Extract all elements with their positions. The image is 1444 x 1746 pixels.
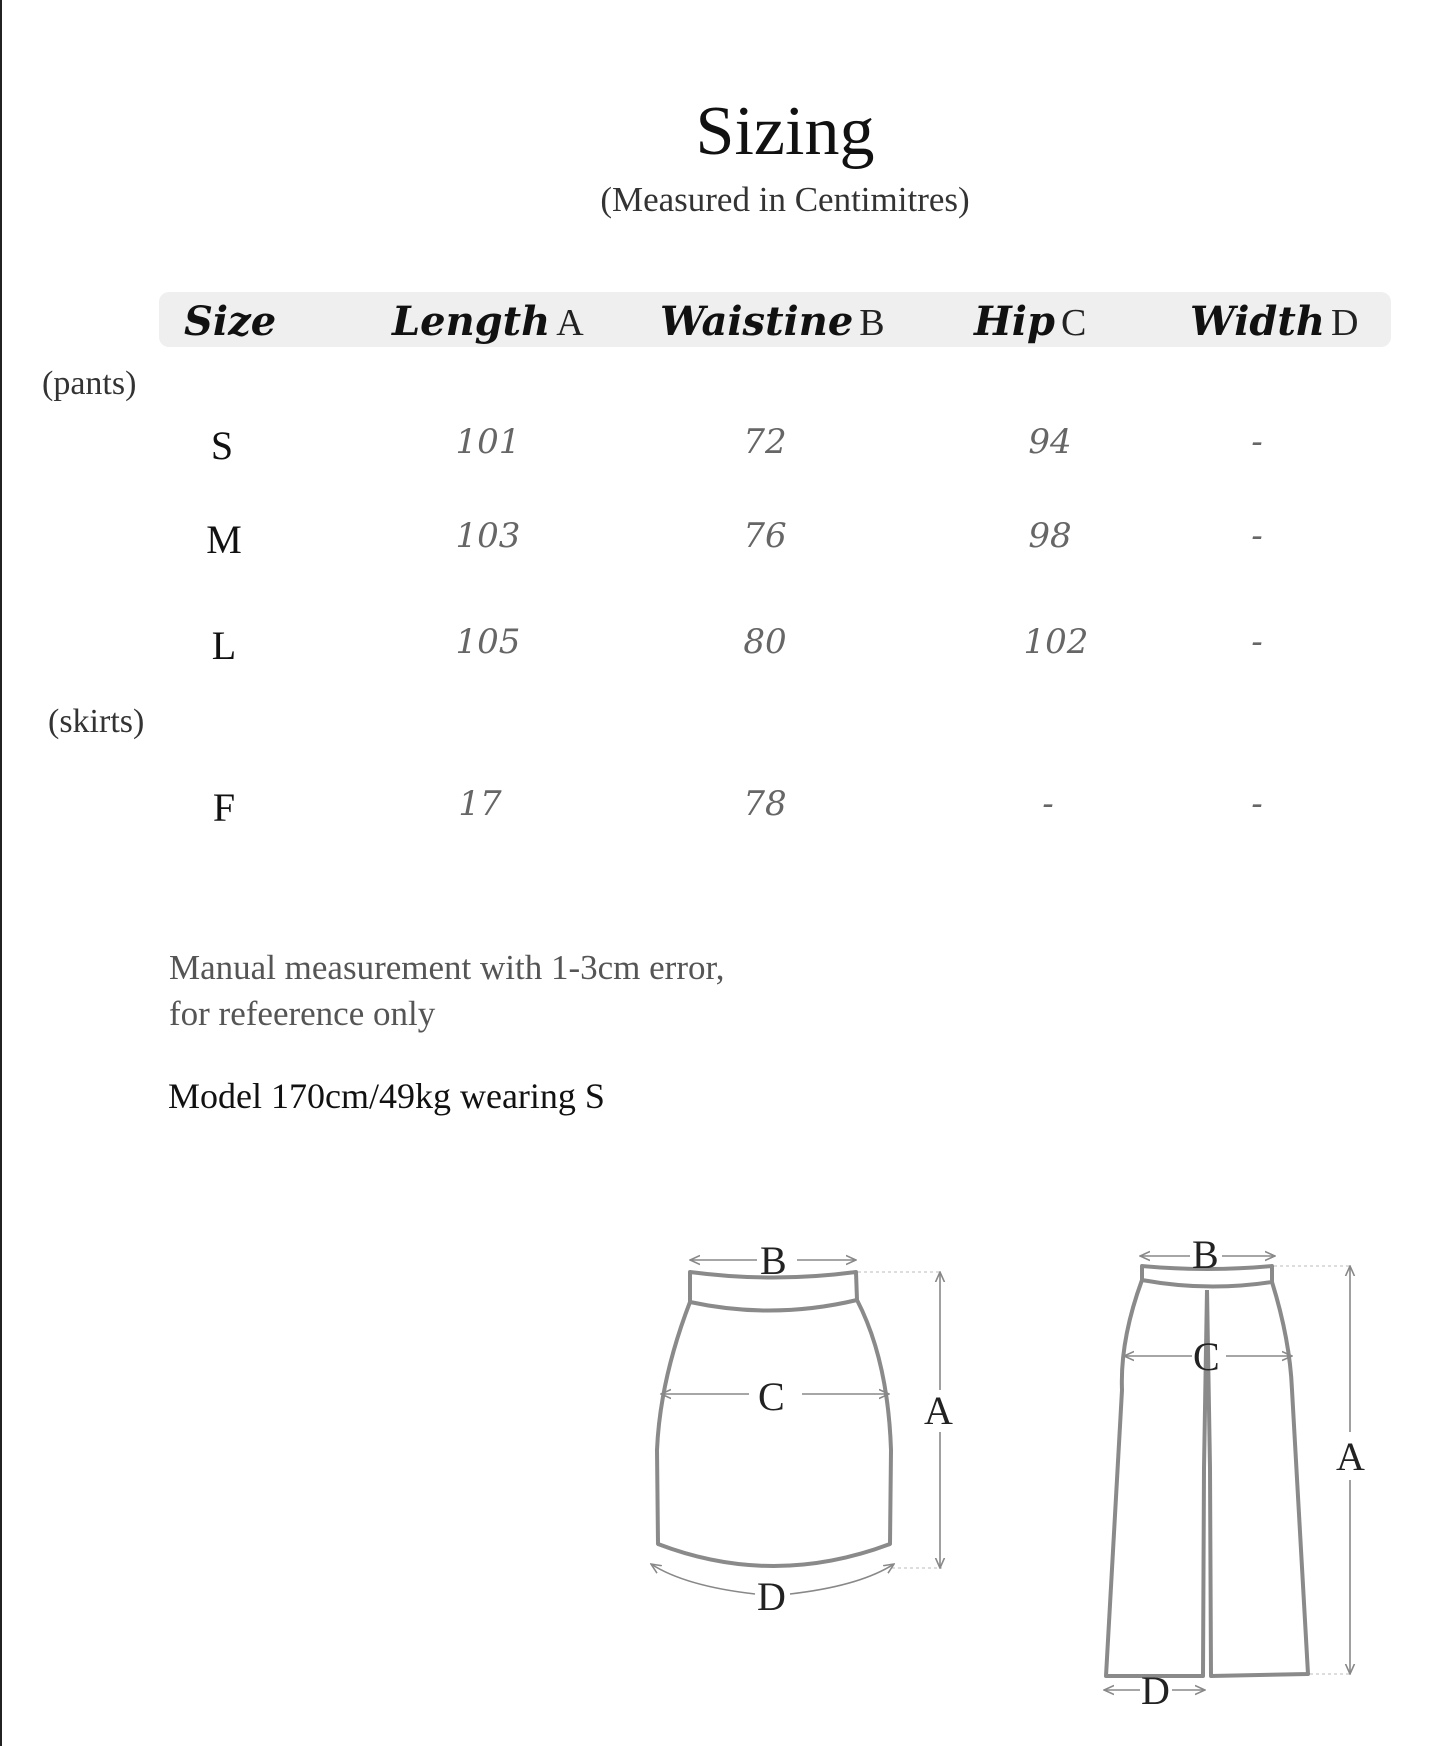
pants-label-d: D bbox=[1141, 1668, 1170, 1713]
skirt-label-c: C bbox=[758, 1374, 785, 1419]
header-width: Width D bbox=[1190, 298, 1359, 345]
cell-hip: 94 bbox=[1028, 422, 1072, 462]
skirt-label-b: B bbox=[760, 1238, 787, 1283]
cell-width: - bbox=[1251, 622, 1263, 662]
size-label: L bbox=[211, 623, 237, 668]
pants-diagram bbox=[1104, 1232, 1365, 1713]
size-label: M bbox=[206, 517, 242, 562]
cell-width: - bbox=[1251, 516, 1263, 556]
header-size: Size bbox=[184, 298, 277, 345]
header-hip: Hip C bbox=[974, 298, 1087, 345]
cell-hip: 102 bbox=[1023, 622, 1089, 662]
header-length: Length A bbox=[392, 298, 584, 345]
page-title: Sizing bbox=[695, 93, 875, 170]
model-info: Model 170cm/49kg wearing S bbox=[168, 1076, 605, 1116]
cell-length: 101 bbox=[455, 422, 521, 462]
cell-hip: - bbox=[1042, 784, 1054, 824]
cell-waist: 72 bbox=[743, 422, 787, 462]
skirt-label-d: D bbox=[757, 1574, 786, 1619]
pants-label-a: A bbox=[1336, 1434, 1365, 1479]
cell-waist: 80 bbox=[743, 622, 787, 662]
header-waist: Waistine B bbox=[660, 298, 885, 345]
size-label: S bbox=[210, 423, 234, 468]
cell-waist: 76 bbox=[743, 516, 787, 556]
pants-label-b: B bbox=[1192, 1232, 1219, 1277]
skirt-label-a: A bbox=[924, 1388, 953, 1433]
cell-width: - bbox=[1251, 422, 1263, 462]
cell-length: 17 bbox=[458, 784, 502, 824]
cell-waist: 78 bbox=[743, 784, 787, 824]
cell-length: 105 bbox=[455, 622, 521, 662]
cell-hip: 98 bbox=[1028, 516, 1072, 556]
size-label: F bbox=[212, 785, 236, 830]
page-subtitle: (Measured in Centimitres) bbox=[600, 180, 970, 219]
cell-width: - bbox=[1251, 784, 1263, 824]
cell-length: 103 bbox=[455, 516, 521, 556]
group-label-skirts: (skirts) bbox=[48, 703, 145, 740]
pants-label-c: C bbox=[1193, 1334, 1220, 1379]
note-line-2: for refeerence only bbox=[169, 994, 436, 1033]
skirt-diagram bbox=[651, 1238, 953, 1619]
note-line-1: Manual measurement with 1-3cm error, bbox=[169, 948, 725, 987]
group-label-pants: (pants) bbox=[42, 365, 137, 402]
